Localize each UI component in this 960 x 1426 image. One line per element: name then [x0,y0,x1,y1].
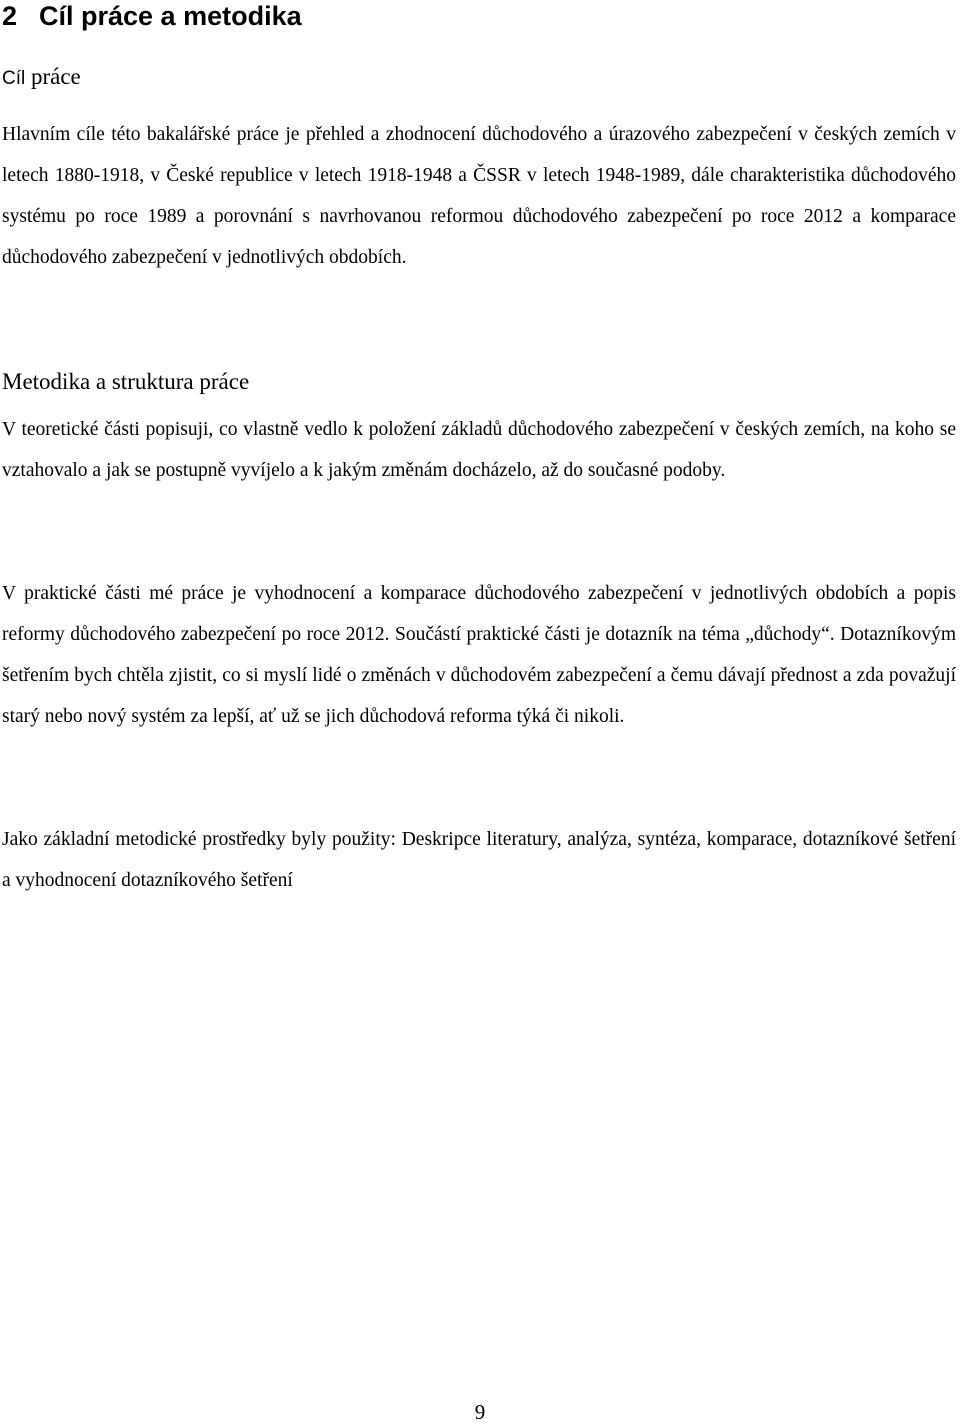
section-heading-goal-part2: práce [30,64,81,89]
section-heading-goal [2,60,81,96]
section-heading-goal-part1: Cíl [2,68,26,89]
method-paragraph-practice: V praktické části mé práce je vyhodnocení a komparace důchodového zabezpečení v jednotlivých obdobích a popis reformy důchodového zabezpečení po roce 2012. Součástí praktické části je dotazník na téma „důchody“. Dotazníkovým šetřením bych chtěla zjistit, co si myslí lidé o změnách v důchodovém zabezpečení a čemu dávají přednost a zda považují starý nebo nový systém za lepší, ať už se jich důchodová reforma týká či nikoli. [2,583,956,727]
method-paragraph-theory: V teoretické části popisuji, co vlastně vedlo k položení základů důchodového zabezpečení v českých zemích, na koho se vztahovalo a jak se postupně vyvíjelo a k jakým změnám docházelo, až do současné podoby. [2,419,956,481]
chapter-title-text: Cíl práce a metodika [39,1,302,31]
method-paragraph-tools: Jako základní metodické prostředky byly použity: Deskripce literatury, analýza, syntéza, komparace, dotazníkové šetření a vyhodnocení dotazníkového šetření [2,829,956,891]
section-heading-method: Metodika a struktura práce [2,369,250,394]
goal-paragraph: Hlavním cíle této bakalářské práce je přehled a zhodnocení důchodového a úrazového zabezpečení v českých zemích v letech 1880-1918, v České republice v letech 1918-1948 a ČSSR v letech 1948-1989, dále charakteristika důchodového systému po roce 1989 a porovnání s navrhovanou reformou důchodového zabezpečení po roce 2012 a komparace důchodového zabezpečení v jednotlivých obdobích. [2,124,956,268]
chapter-heading [2,0,302,36]
page-number: 9 [474,1400,486,1424]
chapter-number: 2 [2,1,18,31]
